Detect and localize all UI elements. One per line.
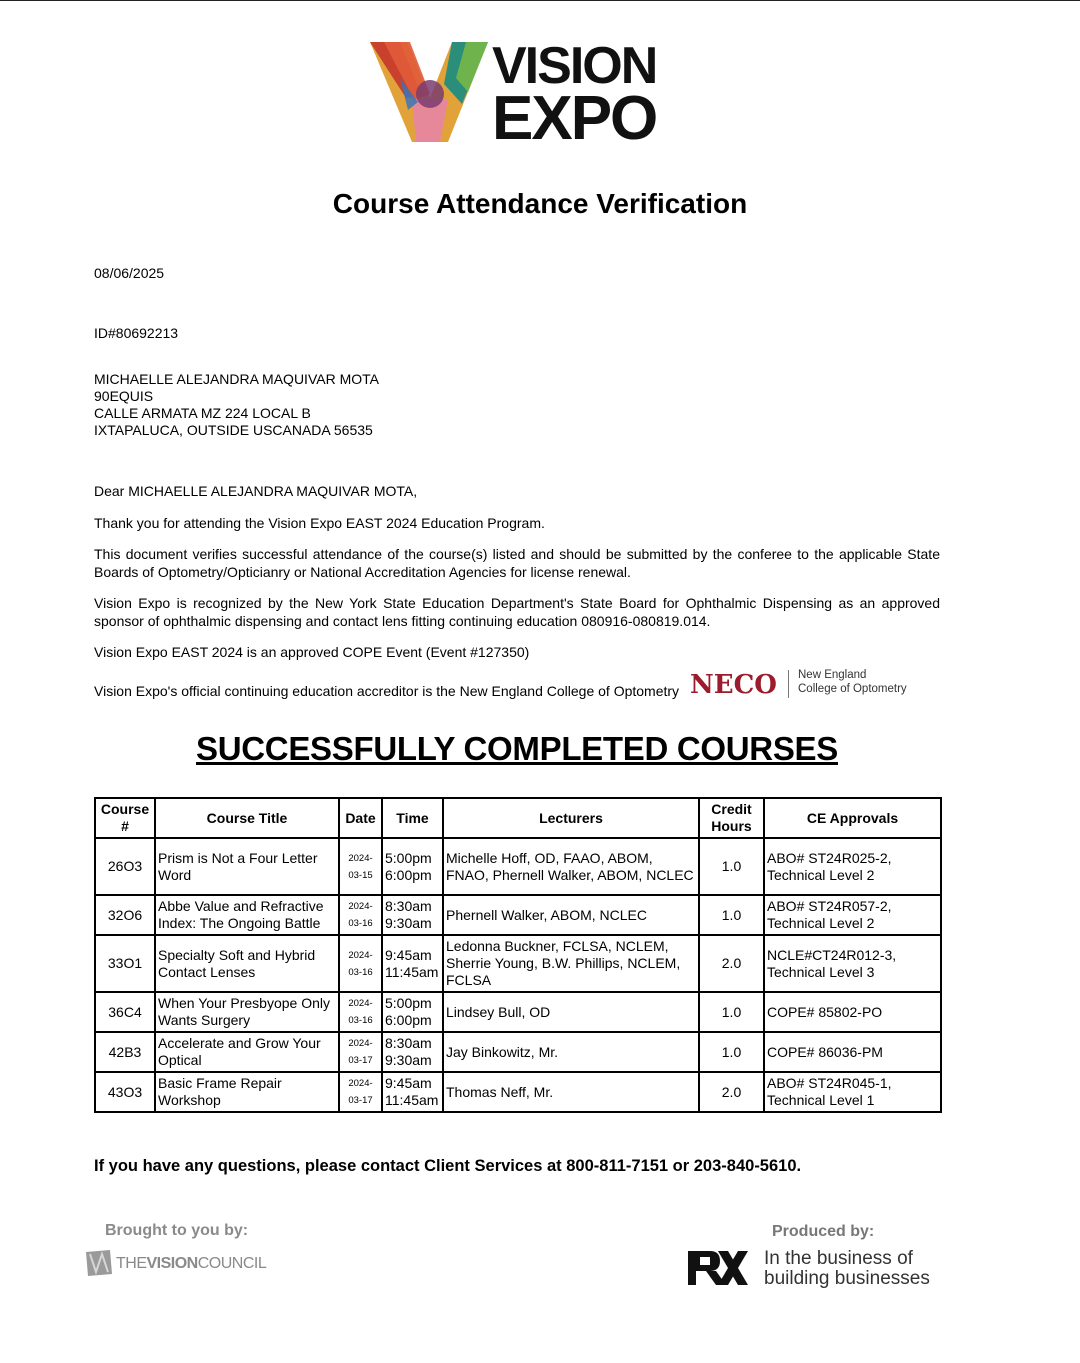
course-time bbox=[382, 935, 443, 992]
course-lecturers: Ledonna Buckner, FCLSA, NCLEM, Sherrie Young, B.W. Phillips, NCLEM, FCLSA bbox=[443, 935, 699, 992]
course-date: 2024-03-15 bbox=[339, 838, 382, 895]
vision-council-logo bbox=[86, 1250, 286, 1276]
letter-date: 08/06/2025 bbox=[94, 265, 165, 281]
table-row bbox=[95, 1032, 941, 1072]
column-header: CE Approvals bbox=[764, 798, 941, 838]
rx-tagline bbox=[764, 1249, 930, 1289]
course-title: Specialty Soft and Hybrid Contact Lenses bbox=[155, 935, 339, 992]
credit-hours: 2.0 bbox=[699, 935, 764, 992]
time-start: 8:30am bbox=[385, 1035, 432, 1051]
column-header: Course # bbox=[95, 798, 155, 838]
course-title: Abbe Value and Refractive Index: The Ongoing Battle bbox=[155, 895, 339, 935]
ce-approvals: ABO# ST24R045-1, Technical Level 1 bbox=[764, 1072, 941, 1112]
course-time bbox=[382, 1032, 443, 1072]
time-start: 9:45am bbox=[385, 946, 432, 963]
paragraph-verification: This document verifies successful attendance of the course(s) listed and should be submitted by the conferee to the applicable State Boards of Optometry/Opticianry or National Accreditation Agencies for license renewal. bbox=[94, 546, 940, 580]
brought-by-label: Brought to you by: bbox=[105, 1222, 249, 1239]
column-header: Credit Hours bbox=[699, 798, 764, 838]
course-number: 33O1 bbox=[95, 935, 155, 992]
credit-hours: 1.0 bbox=[699, 895, 764, 935]
course-title: When Your Presbyope Only Wants Surgery bbox=[155, 992, 339, 1032]
tagline-line: In the business of bbox=[764, 1248, 913, 1269]
time-end: 9:30am bbox=[385, 1052, 432, 1068]
course-number: 32O6 bbox=[95, 895, 155, 935]
paragraph-thanks: Thank you for attending the Vision Expo EAST 2024 Education Program. bbox=[94, 515, 545, 531]
produced-by-label: Produced by: bbox=[772, 1223, 875, 1240]
course-time bbox=[382, 1072, 443, 1112]
tagline-line: building businesses bbox=[764, 1268, 930, 1289]
time-end: 6:00pm bbox=[385, 866, 432, 883]
vision-expo-v-mark-icon bbox=[370, 38, 490, 146]
course-number: 43O3 bbox=[95, 1072, 155, 1112]
neco-wordmark: NECO bbox=[690, 670, 777, 700]
address-line: IXTAPALUCA, OUTSIDE USCANADA 56535 bbox=[94, 422, 373, 438]
ce-approvals: COPE# 85802-PO bbox=[764, 992, 941, 1032]
course-time bbox=[382, 992, 443, 1032]
vision-expo-logo bbox=[370, 37, 670, 153]
address-line: 90EQUIS bbox=[94, 388, 154, 404]
course-lecturers: Thomas Neff, Mr. bbox=[443, 1072, 699, 1112]
course-title: Basic Frame Repair Workshop bbox=[155, 1072, 339, 1112]
neco-name-line: College of Optometry bbox=[798, 683, 907, 695]
courses-table bbox=[94, 797, 942, 1113]
column-header: Course Title bbox=[155, 798, 339, 838]
table-row bbox=[95, 895, 941, 935]
time-start: 8:30am bbox=[385, 898, 432, 914]
table-row bbox=[95, 935, 941, 992]
time-end: 11:45am bbox=[385, 963, 439, 980]
credit-hours: 1.0 bbox=[699, 838, 764, 895]
vision-council-mark-icon bbox=[86, 1250, 112, 1276]
course-number: 26O3 bbox=[95, 838, 155, 895]
vc-word: THE bbox=[116, 1255, 147, 1272]
course-date: 2024-03-16 bbox=[339, 895, 382, 935]
contact-info: If you have any questions, please contact Client Services at 800-811-7151 or 203-840-5610. bbox=[94, 1157, 802, 1175]
course-time bbox=[382, 895, 443, 935]
top-border bbox=[0, 0, 1080, 1]
ce-approvals: ABO# ST24R025-2, Technical Level 2 bbox=[764, 838, 941, 895]
course-time bbox=[382, 838, 443, 895]
neco-logo bbox=[690, 668, 920, 700]
completed-courses-heading: SUCCESSFULLY COMPLETED COURSES bbox=[196, 730, 838, 767]
page-title: Course Attendance Verification bbox=[332, 188, 748, 219]
course-number: 36C4 bbox=[95, 992, 155, 1032]
logo-wordmark-vision: VISION bbox=[492, 37, 657, 95]
credit-hours: 2.0 bbox=[699, 1072, 764, 1112]
column-header: Date bbox=[339, 798, 382, 838]
course-lecturers: Jay Binkowitz, Mr. bbox=[443, 1032, 699, 1072]
time-end: 6:00pm bbox=[385, 1012, 432, 1028]
course-title: Prism is Not a Four Letter Word bbox=[155, 838, 339, 895]
time-end: 9:30am bbox=[385, 915, 432, 931]
address-line: MICHAELLE ALEJANDRA MAQUIVAR MOTA bbox=[94, 371, 379, 387]
credit-hours: 1.0 bbox=[699, 1032, 764, 1072]
logo-wordmark-expo: EXPO bbox=[492, 84, 657, 153]
course-title: Accelerate and Grow Your Optical bbox=[155, 1032, 339, 1072]
time-start: 5:00pm bbox=[385, 849, 432, 866]
table-row bbox=[95, 838, 941, 895]
vc-word: VISION bbox=[146, 1255, 198, 1272]
course-date: 2024-03-17 bbox=[339, 1072, 382, 1112]
rx-logo-icon bbox=[688, 1249, 748, 1287]
address-line: CALLE ARMATA MZ 224 LOCAL B bbox=[94, 405, 311, 421]
course-date: 2024-03-17 bbox=[339, 1032, 382, 1072]
vision-council-wordmark bbox=[116, 1255, 266, 1273]
time-start: 9:45am bbox=[385, 1075, 432, 1091]
time-start: 5:00pm bbox=[385, 995, 432, 1011]
course-lecturers: Phernell Walker, ABOM, NCLEC bbox=[443, 895, 699, 935]
paragraph-accreditor: Vision Expo's official continuing education accreditor is the New England College of Optometry bbox=[94, 683, 680, 699]
column-header: Time bbox=[382, 798, 443, 838]
ce-approvals: ABO# ST24R057-2, Technical Level 2 bbox=[764, 895, 941, 935]
neco-divider bbox=[788, 670, 789, 698]
neco-name-line: New England bbox=[798, 669, 867, 681]
course-date: 2024-03-16 bbox=[339, 935, 382, 992]
table-header-row bbox=[95, 798, 941, 838]
ce-approvals: COPE# 86036-PM bbox=[764, 1032, 941, 1072]
ce-approvals: NCLE#CT24R012-3, Technical Level 3 bbox=[764, 935, 941, 992]
credit-hours: 1.0 bbox=[699, 992, 764, 1032]
mailing-address bbox=[94, 371, 379, 439]
course-number: 42B3 bbox=[95, 1032, 155, 1072]
course-date: 2024-03-16 bbox=[339, 992, 382, 1032]
paragraph-cope: Vision Expo EAST 2024 is an approved COPE Event (Event #127350) bbox=[94, 644, 530, 660]
time-end: 11:45am bbox=[385, 1092, 439, 1108]
paragraph-recognition: Vision Expo is recognized by the New York State Education Department's State Board for Ophthalmic Dispensing as an approved sponsor of ophthalmic dispensing and contact lens fitting continuing education 080916-080819.014. bbox=[94, 595, 940, 629]
greeting: Dear MICHAELLE ALEJANDRA MAQUIVAR MOTA, bbox=[94, 483, 418, 499]
neco-full-name bbox=[798, 668, 907, 696]
course-lecturers: Michelle Hoff, OD, FAAO, ABOM, FNAO, Phernell Walker, ABOM, NCLEC bbox=[443, 838, 699, 895]
vc-word: COUNCIL bbox=[197, 1255, 267, 1272]
table-row bbox=[95, 1072, 941, 1112]
attendee-id: ID#80692213 bbox=[94, 325, 179, 341]
course-lecturers: Lindsey Bull, OD bbox=[443, 992, 699, 1032]
column-header: Lecturers bbox=[443, 798, 699, 838]
table-row bbox=[95, 992, 941, 1032]
